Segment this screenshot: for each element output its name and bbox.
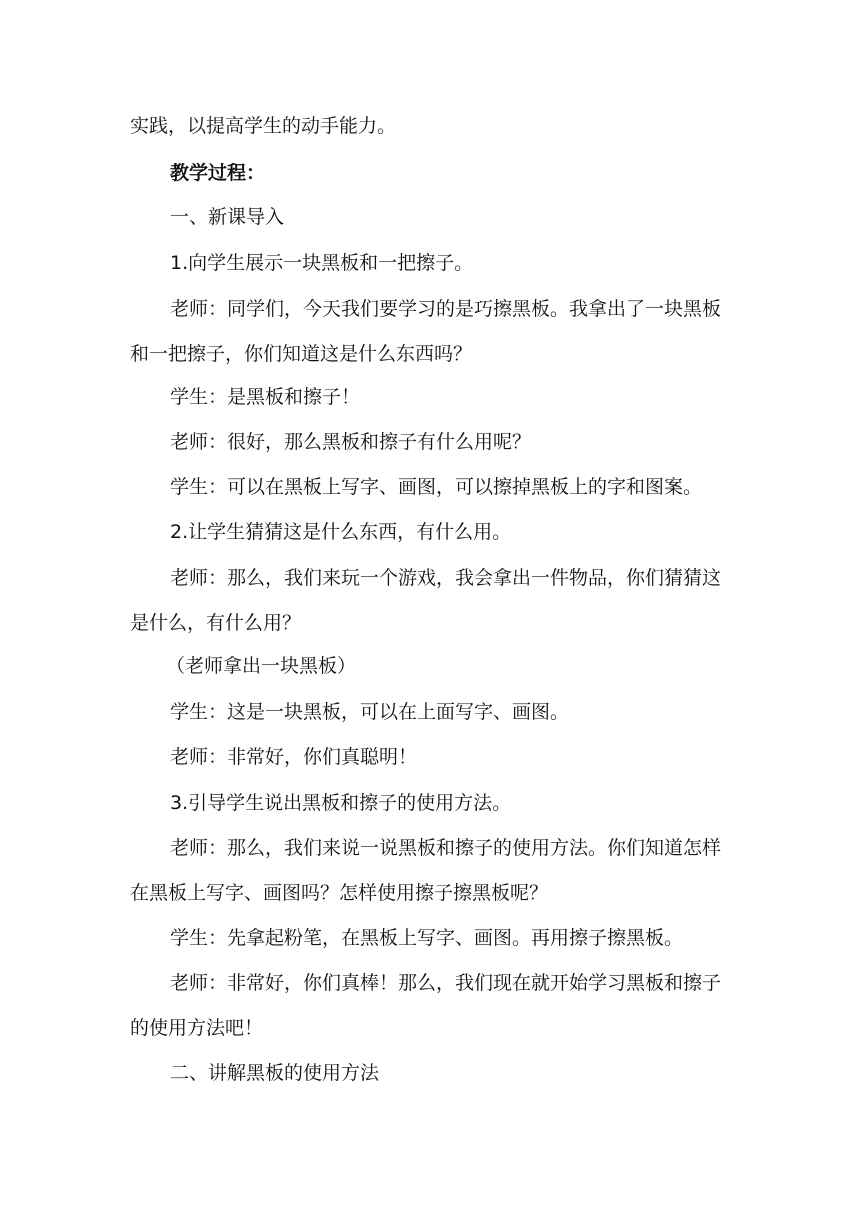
step-2: 2.让学生猜猜这是什么东西，有什么用。 xyxy=(170,521,512,543)
dialogue-student-4: 学生：先拿起粉笔，在黑板上写字、画图。再用擦子擦黑板。 xyxy=(170,927,684,949)
paragraph-continuation: 实践，以提高学生的动手能力。 xyxy=(130,115,397,137)
dialogue-student-3: 学生：这是一块黑板，可以在上面写字、画图。 xyxy=(170,701,570,723)
step-3: 3.引导学生说出黑板和擦子的使用方法。 xyxy=(170,792,512,814)
stage-direction: （老师拿出一块黑板） xyxy=(166,655,357,677)
dialogue-teacher-1: 老师：同学们，今天我们要学习的是巧擦黑板。我拿出了一块黑板和一把擦子，你们知道这是什么东西吗？ xyxy=(130,298,722,365)
dialogue-student-2: 学生：可以在黑板上写字、画图，可以擦掉黑板上的字和图案。 xyxy=(170,476,703,498)
dialogue-teacher-5: 老师：那么，我们来说一说黑板和擦子的使用方法。你们知道怎样在黑板上写字、画图吗？怎样使用擦子擦黑板呢？ xyxy=(130,837,722,904)
dialogue-teacher-3: 老师：那么，我们来玩一个游戏，我会拿出一件物品，你们猜猜这是什么，有什么用？ xyxy=(130,567,722,634)
dialogue-teacher-2: 老师：很好，那么黑板和擦子有什么用呢？ xyxy=(170,431,532,453)
section-heading-teaching-process: 教学过程： xyxy=(170,162,266,184)
step-1: 1.向学生展示一块黑板和一把擦子。 xyxy=(170,252,474,274)
dialogue-student-1: 学生：是黑板和擦子！ xyxy=(170,386,361,408)
dialogue-teacher-4: 老师：非常好，你们真聪明！ xyxy=(170,746,418,768)
dialogue-teacher-6: 老师：非常好，你们真棒！那么，我们现在就开始学习黑板和擦子的使用方法吧！ xyxy=(130,972,722,1039)
heading-blackboard-usage: 二、讲解黑板的使用方法 xyxy=(170,1062,380,1084)
heading-new-lesson-intro: 一、新课导入 xyxy=(170,206,285,228)
